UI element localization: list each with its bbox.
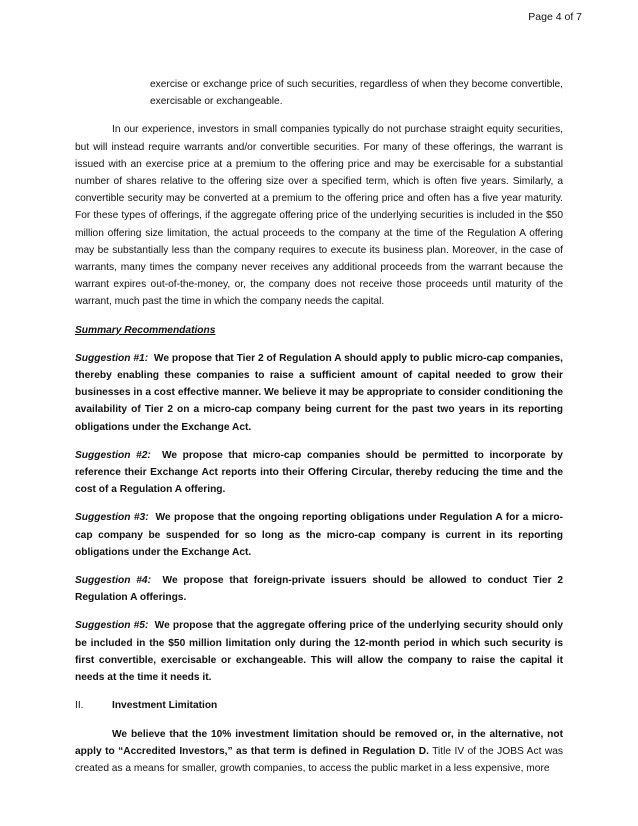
section-heading [75, 697, 563, 714]
summary-heading: Summary Recommendations [75, 324, 216, 336]
suggestion-text: We propose that Tier 2 of Regulation A should apply to public micro-cap companies, thereby enabling these companies to raise a sufficient amount of capital needed to grow their businesses in a cost effective manner. We believe it may be appropriate to consider conditioning the availability of Tier 2 on a micro-cap company being current for the past two years in its reporting obligations under the Exchange Act. [75, 352, 563, 433]
suggestion-5 [75, 617, 563, 686]
limitation-bold-text: We believe that the 10% investment limitation should be removed or, in the alternative, not apply to “Accredited Investors,” as that term is defined in Regulation D. [75, 728, 563, 757]
suggestion-label: Suggestion #1: [75, 352, 149, 364]
continued-quote: exercise or exchange price of such securities, regardless of when they become convertible, exercisable or exchangeable. [150, 79, 563, 108]
section-number: II. [75, 700, 84, 712]
page-number: Page 4 of 7 [528, 11, 582, 23]
suggestion-text: We propose that foreign-private issuers should be allowed to conduct Tier 2 Regulation A offerings. [75, 575, 563, 604]
experience-paragraph: In our experience, investors in small companies typically do not purchase straight equity securities, but will instead require warrants and/or convertible securities. For many of these offerings, the warrant is issued with an exercise price at a premium to the offering price and may be exercisable for a substantial number of shares relative to the offering size over a specified term, which is often five years. Similarly, a convertible security may be converted at a premium to the offering price and often has a five year maturity. For these types of offerings, if the aggregate offering price of the underlying securities is included in the $50 million offering size limitation, the actual proceeds to the company at the time of the Regulation A offering may be substantially less than the company requires to execute its business plan. Moreover, in the case of warrants, many times the company never receives any additional proceeds from the warrant because the warrant expires out-of-the-money, or, the company does not receive those proceeds until maturity of the warrant, much past the time in which the company needs the capital. [75, 124, 563, 308]
suggestion-2 [75, 447, 563, 499]
suggestion-label: Suggestion #2: [75, 449, 151, 461]
limitation-text: Title IV of the JOBS Act was created as a means for smaller, growth companies, to access the public market in a less expensive, more [75, 745, 563, 774]
limitation-paragraph [75, 726, 563, 778]
suggestion-text: We propose that the aggregate offering price of the underlying security should only be included in the $50 million limitation only during the 12-month period in which such security is first convertible, exercisable or exchangeable. This will allow the company to raise the capital it needs at the time it needs it. [75, 620, 563, 684]
section-title: Investment Limitation [112, 700, 218, 712]
suggestion-3 [75, 509, 563, 561]
suggestion-label: Suggestion #5: [75, 620, 149, 632]
suggestion-text: We propose that micro-cap companies should be permitted to incorporate by reference their Exchange Act reports into their Offering Circular, thereby reducing the time and the cost of a Regulation A offering. [75, 449, 563, 496]
suggestion-1 [75, 350, 563, 436]
suggestion-text: We propose that the ongoing reporting obligations under Regulation A for a micro-cap company be suspended for so long as the micro-cap company is current in its reporting obligations under the Exchange Act. [75, 512, 563, 558]
suggestion-label: Suggestion #4: [75, 575, 151, 587]
suggestion-label: Suggestion #3: [75, 512, 149, 524]
document-body [75, 76, 563, 777]
suggestion-4 [75, 572, 563, 606]
